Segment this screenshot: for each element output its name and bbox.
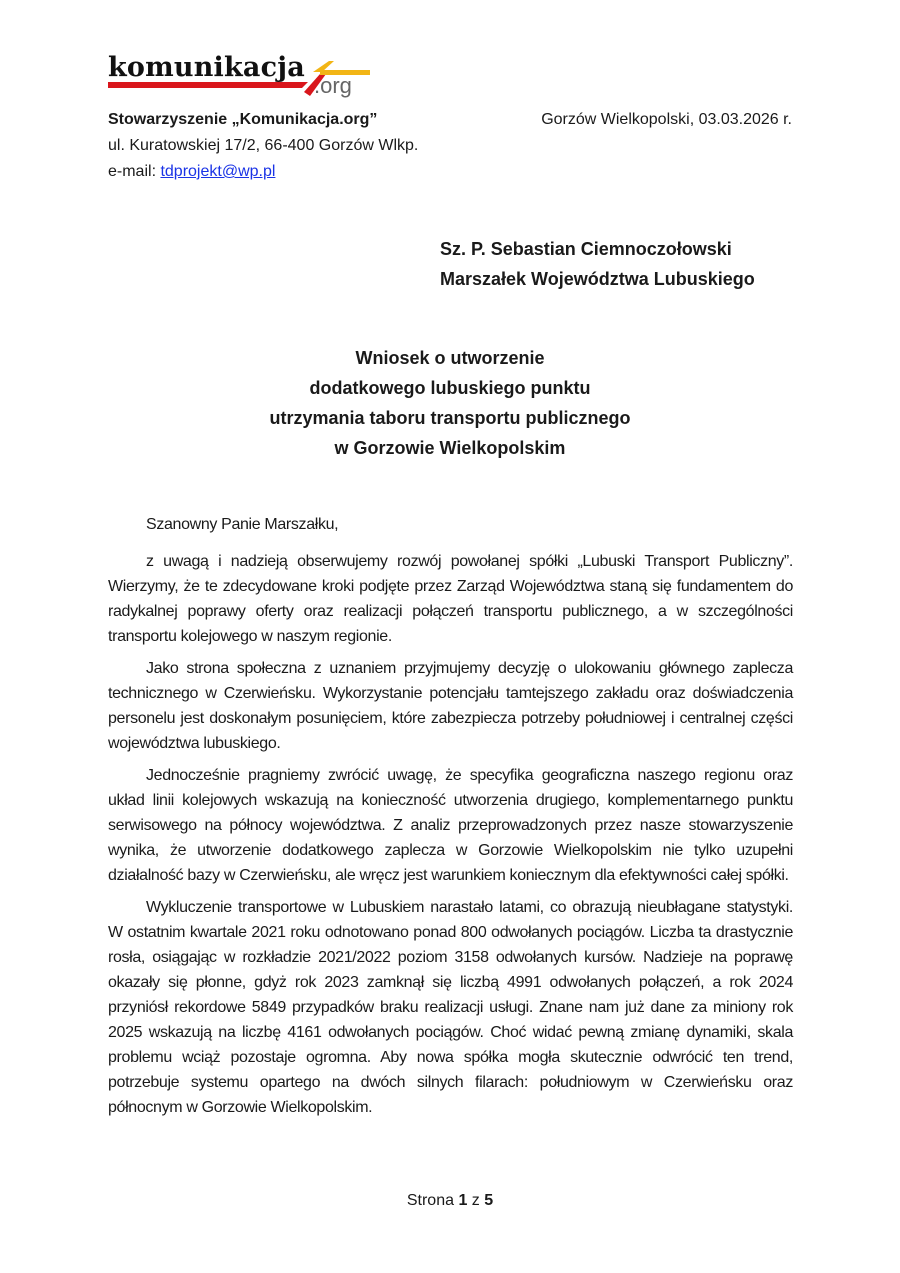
sender-block (108, 107, 418, 185)
addressee-name: Sz. P. Sebastian Ciemnoczołowski (440, 239, 732, 259)
sender-name: Stowarzyszenie „Komunikacja.org” (108, 111, 378, 128)
sender-address: ul. Kuratowskiej 17/2, 66-400 Gorzów Wlkp. (108, 137, 419, 154)
place-and-date: Gorzów Wielkopolski, 03.03.2026 r. (541, 111, 792, 128)
current-page: 1 (458, 1192, 468, 1209)
title-line: w Gorzowie Wielkopolskim (334, 438, 566, 458)
salutation: Szanowny Panie Marszałku, (146, 516, 339, 533)
logo-wordmark: komunikacja (108, 52, 305, 83)
body-paragraph: Jako strona społeczna z uznaniem przyjmujemy decyzję o ulokowaniu głównego zaplecza technicznego w Czerwieńsku. Wykorzystanie potencjału tamtejszego zakładu oraz doświadczenia personelu jest doskonałym posunięciem, które zabezpiecza potrzeby południowej i centralnej części województwa lubuskiego. (108, 660, 793, 752)
sender-email-line (108, 159, 418, 185)
total-pages: 5 (484, 1192, 494, 1209)
organization-logo (108, 52, 373, 100)
page-label: Strona (406, 1192, 459, 1209)
email-label: e-mail: (108, 163, 161, 180)
letter-body (108, 512, 793, 1127)
email-link[interactable]: tdprojekt@wp.pl (160, 163, 276, 180)
title-line: dodatkowego lubuskiego punktu (309, 378, 591, 398)
body-paragraph: Jednocześnie pragniemy zwrócić uwagę, że specyfika geograficzna naszego regionu oraz układ linii kolejowych wskazują na konieczność utworzenia drugiego, komplementarnego punktu serwisowego na północy województwa. Z analiz przeprowadzonych przez nasze stowarzyszenie wynika, że utworzenie dodatkowego zaplecza w Gorzowie Wielkopolskim nie tylko uzupełni działalność bazy w Czerwieńsku, ale wręcz jest warunkiem koniecznym dla efektywności całej spółki. (108, 767, 793, 884)
document-title (150, 343, 750, 463)
title-line: Wniosek o utworzenie (355, 348, 545, 368)
body-paragraph: Wykluczenie transportowe w Lubuskiem narastało latami, co obrazują nieubłagane statystyki. W ostatnim kwartale 2021 roku odnotowano ponad 800 odwołanych pociągów. Liczba ta drastycznie rosła, osiągając w rozkładzie 2021/2022 poziom 3158 odwołanych kursów. Nadzieje na poprawę okazały się płonne, gdyż rok 2023 zamknął się liczbą 4991 odwołanych połączeń, a rok 2024 przyniósł rekordowe 5849 przypadków braku realizacji usługi. Znane nam już dane za miniony rok 2025 wskazują na liczbę 4161 odwołanych pociągów. Choć widać pewną zmianę dynamiki, skala problemu wciąż pozostaje ogromna. Aby nowa spółka mogła skutecznie odwrócić ten trend, potrzebuje systemu opartego na dwóch silnych filarach: południowym w Czerwieńsku oraz północnym w Gorzowie Wielkopolskim. (108, 899, 793, 1116)
addressee-block (440, 234, 755, 294)
title-line: utrzymania taboru transportu publicznego (269, 408, 631, 428)
body-paragraph: z uwagą i nadzieją obserwujemy rozwój powołanej spółki „Lubuski Transport Publiczny”. Wierzymy, że te zdecydowane kroki podjęte przez Zarząd Województwa staną się fundamentem do radykalnej poprawy oferty oraz realizacji połączeń transportu publicznego, a w szczególności transportu kolejowego w naszym regionie. (108, 553, 793, 645)
addressee-title: Marszałek Województwa Lubuskiego (440, 269, 755, 289)
logo-suffix: .org (314, 73, 352, 98)
page-footer (0, 1192, 900, 1210)
page-separator: z (467, 1192, 485, 1209)
